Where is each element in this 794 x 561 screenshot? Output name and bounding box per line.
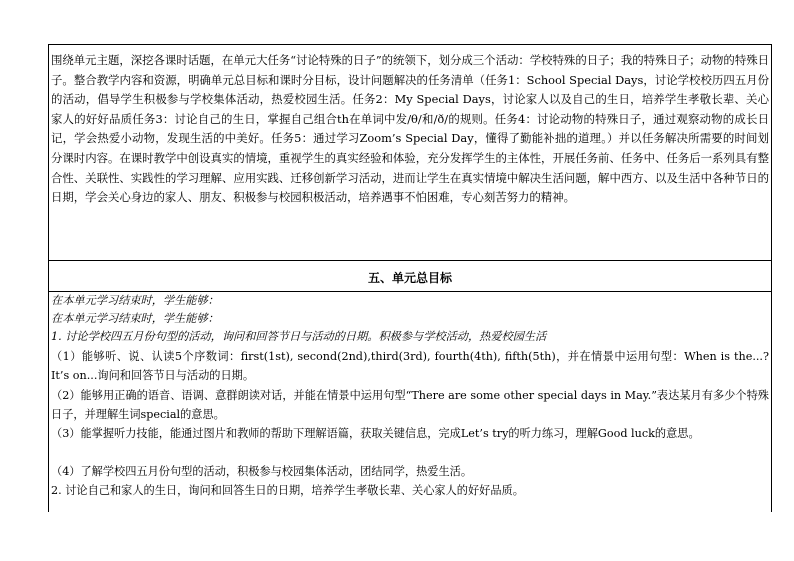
goal-2-heading: 2. 讨论自己和家人的生日，询问和回答生日的日期，培养学生孝敬长辈、关心家人的好好品质。: [51, 484, 524, 497]
goals-intro-line-repeat: 在本单元学习结束时，学生能够：: [51, 312, 219, 325]
intro-paragraph: 围绕单元主题，深挖各课时话题，在单元大任务“讨论特殊的日子”的统领下，划分成三个活动：学校特殊的日子；我的特殊日子；动物的特殊日子。整合教学内容和资源，明确单元总目标和课时分目标，设计问题解决的任务清单（任务1：School Special Days，讨论学校校历四五月份的活动，倡导学生积极参与学校集体活动，热爱校园生活。任务2：My Special Days，讨论家人以及自己的生日，培养学生孝敬长辈、关心家人的好好品质任务3：讨论自己的生日，掌握自己组合th在单词中发/θ/和/ð/的规则。任务4：讨论动物的特殊日子，通过观察动物的成长日记，学会热爱小动物，发现生活的中美好。任务5：通过学习Zoom’s Special Day，懂得了勤能补拙的道理。）并以任务解决所需要的时间划分课时内容。在课时教学中创设真实的情境，重视学生的真实经验和体验，充分发挥学生的主体性，开展任务前、任务中、任务后一系列具有整合性、关联性、实践性的学习理解、应用实践、迁移创新学习活动，进而让学生在真实情境中解决生活问题，解中西方、以及生活中各种节日的日期，学会关心身边的家人、朋友、积极参与校园积极活动，培养遇事不怕困难，专心刻苦努力的精神。: [51, 53, 769, 205]
document-table: [48, 44, 772, 512]
goal-1-item-4: （4）了解学校四五月份句型的活动，积极参与校园集体活动，团结同学，热爱生活。: [51, 465, 473, 478]
intro-cell: [49, 45, 771, 261]
goal-1-item-1: （1）能够听、说、认读5个序数词：first(1st), second(2nd),third(3rd), fourth(4th), fifth(5th)，并在情景中运用句型：When is the...? It’s on...询问和回答节日与活动的日期。: [51, 350, 769, 382]
goals-header-cell: [49, 261, 771, 292]
goals-cell: [49, 292, 771, 512]
goal-1-heading: 1. 讨论学校四五月份句型的活动，询问和回答节日与活动的日期。积极参与学校活动，热爱校园生活: [51, 330, 547, 343]
goals-intro-line: 在本单元学习结束时，学生能够：: [51, 294, 219, 307]
goal-1-item-3: （3）能掌握听力技能，能通过图片和教师的帮助下理解语篇，获取关键信息，完成Let’s try的听力练习，理解Good luck的意思。: [51, 427, 700, 440]
section-title: 五、单元总目标: [367, 271, 452, 285]
goal-1-item-2: （2）能够用正确的语音、语调、意群朗读对话，并能在情景中运用句型“There are some other special days in May.”表达某月有多少个特殊日子，并理解生词special的意思。: [51, 389, 769, 421]
